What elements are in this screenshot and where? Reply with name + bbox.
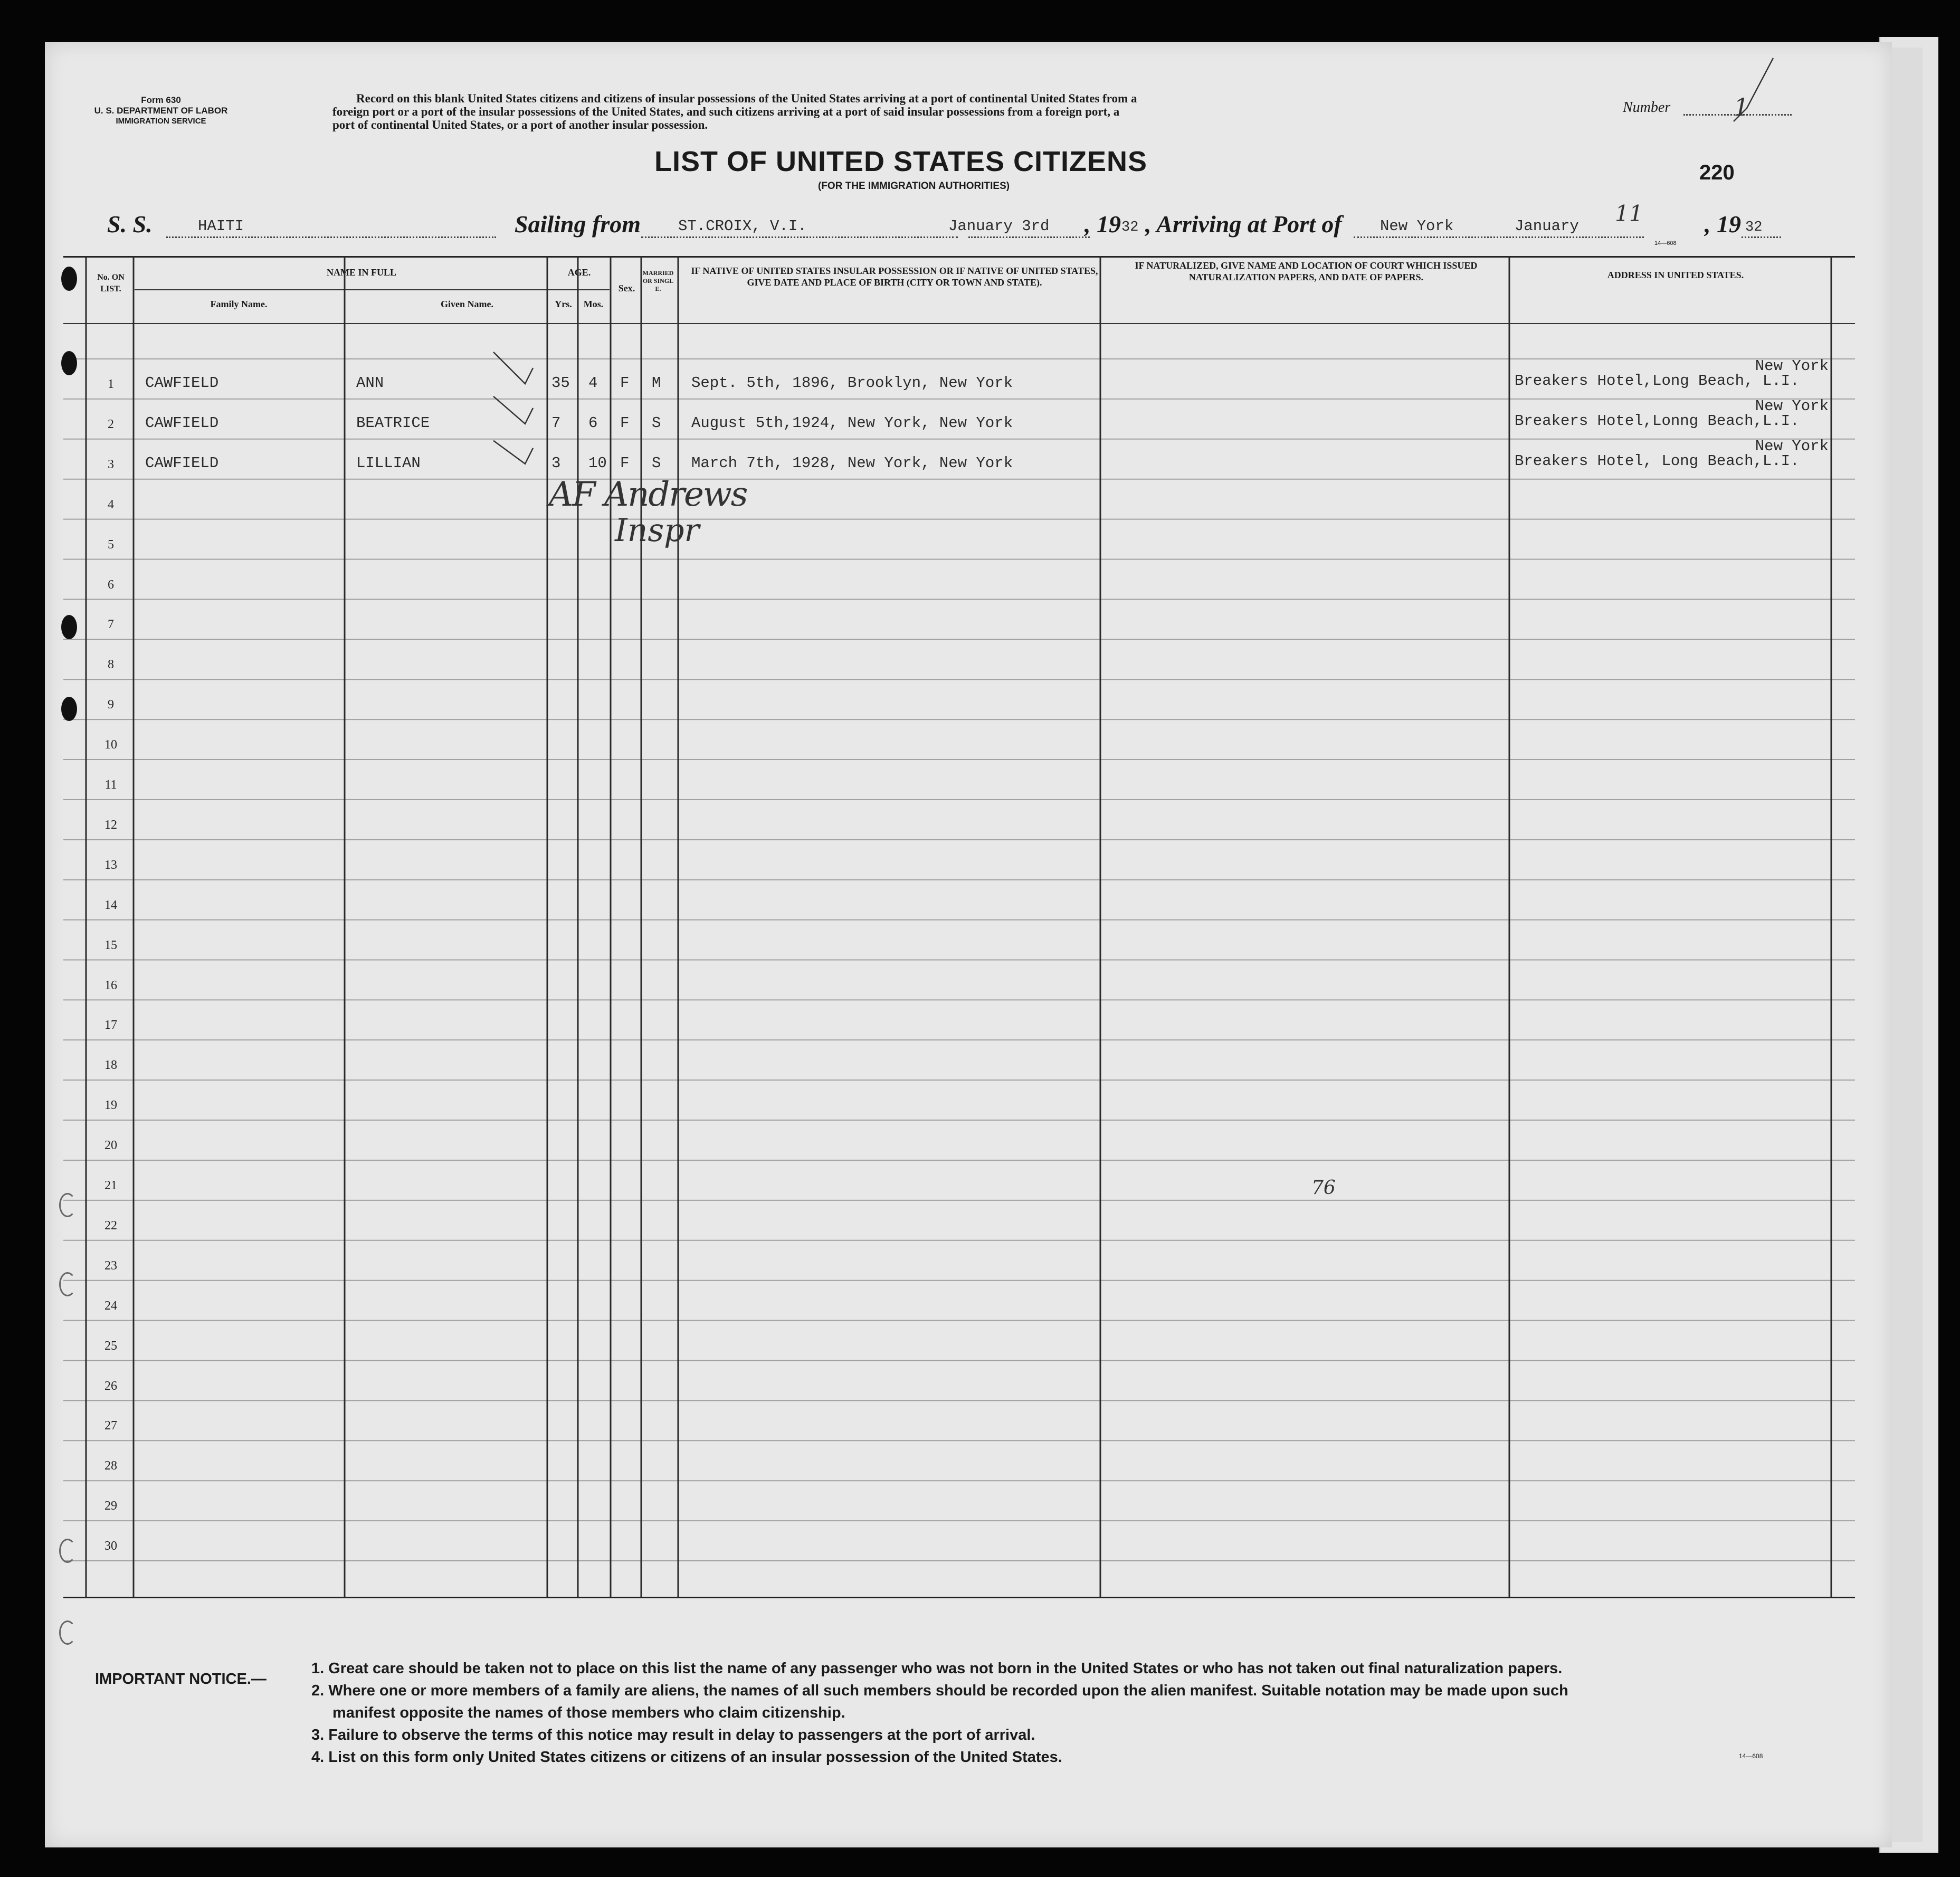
passenger-address-street: Breakers Hotel, Long Beach,L.I. [1515,452,1800,470]
binder-hole [59,1272,76,1296]
header-no: No. ON LIST. [97,273,125,293]
header-sex: Sex. [618,283,635,293]
row-number: 21 [104,1179,117,1192]
header-address: ADDRESS IN UNITED STATES. [1607,270,1744,280]
header-given-name: Given Name. [441,299,493,309]
row-number: 17 [104,1018,117,1032]
passenger-address-city: New York [1755,397,1829,415]
printer-mark: 14—608 [1654,240,1677,247]
sailing-year: 32 [1121,220,1139,235]
arrival-port: New York [1380,217,1454,235]
row-number: 5 [108,537,114,552]
passenger-age-months: 10 [588,454,607,472]
number-check-mark [1734,58,1773,121]
notice-item: 4. List on this form only United States citizens or citizens of an insular possession of the United States. [311,1749,1062,1766]
row-number: 2 [108,417,114,431]
row-number: 30 [104,1539,117,1553]
row-number: 25 [104,1339,117,1353]
arrival-year: 32 [1745,220,1763,235]
ss-label: S. S. [107,211,153,238]
footer-code: 14—608 [1739,1752,1763,1760]
passenger-family-name: CAWFIELD [145,374,219,392]
passenger-family-name: CAWFIELD [145,454,219,472]
passenger-address-city: New York [1755,357,1829,375]
passenger-address-street: Breakers Hotel,Long Beach, L.I. [1515,372,1800,390]
row-number: 23 [104,1258,117,1273]
passenger-sex: F [620,414,630,432]
row-number: 13 [104,858,117,872]
number-label: Number [1623,99,1671,116]
instruction-line: port of continental United States, or a port of another insular possession. [332,118,708,131]
sailing-from: ST.CROIX, V.I. [678,217,807,235]
row-number: 28 [104,1459,117,1473]
binder-hole [59,1539,76,1563]
row-number: 6 [108,577,114,592]
passenger-birth-info: March 7th, 1928, New York, New York [691,454,1013,472]
binder-hole [61,697,77,721]
binder-hole [59,1620,76,1645]
passenger-birth-info: August 5th,1924, New York, New York [691,414,1013,432]
number-value: 1 [1734,93,1749,121]
binder-hole [61,615,77,639]
row-number: 1 [108,377,114,391]
row-number: 7 [108,618,114,632]
passenger-marital-status: S [652,454,661,472]
row-number: 8 [108,658,114,672]
header-naturalized: IF NATURALIZED, GIVE NAME AND LOCATION OF COURT WHICH ISSUED NATURALIZATION PAPERS, AND DATE OF PAPERS. [1135,260,1478,282]
page-title: LIST OF UNITED STATES CITIZENS [654,146,1147,177]
row-number: 3 [108,457,114,471]
department: U. S. DEPARTMENT OF LABOR [94,106,228,116]
instruction-line: Record on this blank United States citizens and citizens of insular possessions of the United States arriving at a port of continental United States from a [356,92,1137,105]
page-subtitle: (FOR THE IMMIGRATION AUTHORITIES) [818,181,1010,192]
header-birth: IF NATIVE OF UNITED STATES INSULAR POSSESSION OR IF NATIVE OF UNITED STATES, GIVE DATE AND PLACE OF BIRTH (CITY OR TOWN AND STATE). [691,266,1098,288]
service: IMMIGRATION SERVICE [116,117,206,126]
header-age: AGE. [567,267,591,278]
row-number: 26 [104,1379,117,1393]
row-number: 12 [104,818,117,832]
passenger-marital-status: S [652,414,661,432]
arriving-label: , Arriving at Port of [1145,211,1342,238]
binder-hole [59,1193,76,1217]
row-number: 4 [108,497,114,511]
year-prefix: , 19 [1705,211,1741,238]
passenger-age-years: 3 [551,454,561,472]
row-number: 27 [104,1419,117,1433]
row-number: 15 [104,938,117,952]
notice-label: IMPORTANT NOTICE.— [95,1671,267,1688]
row-number: 20 [104,1139,117,1153]
passenger-sex: F [620,454,630,472]
page-number: 220 [1699,161,1735,184]
year-prefix: , 19 [1084,211,1121,238]
header-married: MARRIED OR SINGLE. [642,269,674,292]
row-number: 16 [104,978,117,992]
passenger-given-name: ANN [356,374,384,392]
passenger-age-months: 4 [588,374,598,392]
binder-hole [61,351,77,375]
inspector-signature: AF Andrews [549,475,747,514]
manifest-page [45,42,1892,1847]
passenger-address-city: New York [1755,437,1829,455]
check-mark [493,352,533,384]
margin-mark: 76 [1311,1177,1336,1199]
check-mark [493,396,533,424]
passenger-address-street: Breakers Hotel,Lonng Beach,L.I. [1515,412,1800,430]
row-number: 10 [104,738,117,752]
check-mark [493,441,533,464]
ship-name: HAITI [198,217,244,235]
passenger-marital-status: M [652,374,661,392]
notice-item: manifest opposite the names of those members who claim citizenship. [332,1704,845,1721]
instruction-line: foreign port or a port of the insular possessions of the United States, and such citizens arriving at a port of said insular possessions from a foreign port, a [332,105,1120,118]
header-mos: Mos. [583,299,604,309]
arrival-month: January [1515,217,1579,235]
passenger-given-name: LILLIAN [356,454,421,472]
inspector-title: Inspr [615,512,700,549]
passenger-family-name: CAWFIELD [145,414,219,432]
notice-item: 2. Where one or more members of a family are aliens, the names of all such members should be recorded upon the alien manifest. Suitable notation may be made upon such [311,1682,1568,1699]
row-number: 29 [104,1499,117,1513]
binder-hole [61,267,77,291]
table-grid [45,42,1892,1847]
header-yrs: Yrs. [555,299,572,309]
passenger-sex: F [620,374,630,392]
row-number: 24 [104,1298,117,1313]
arrival-day: 11 [1615,201,1643,226]
sailing-date: January 3rd [948,217,1050,235]
row-number: 11 [104,778,117,792]
row-number: 19 [104,1098,117,1113]
passenger-birth-info: Sept. 5th, 1896, Brooklyn, New York [691,374,1013,392]
notice-item: 1. Great care should be taken not to place on this list the name of any passenger who was not born in the United States or who has not taken out final naturalization papers. [311,1660,1563,1677]
passenger-given-name: BEATRICE [356,414,430,432]
header-name-in-full: NAME IN FULL [326,267,396,278]
row-number: 14 [104,898,117,912]
notice-item: 3. Failure to observe the terms of this notice may result in delay to passengers at the port of arrival. [311,1727,1035,1743]
row-number: 18 [104,1058,117,1073]
notice-items [311,1657,1568,1768]
row-number: 9 [108,698,114,712]
sailing-label: Sailing from [515,211,641,238]
header-family-name: Family Name. [210,299,268,309]
form-number: Form 630 [141,95,181,105]
passenger-age-years: 35 [551,374,570,392]
row-number: 22 [104,1218,117,1233]
passenger-age-years: 7 [551,414,561,432]
passenger-age-months: 6 [588,414,598,432]
